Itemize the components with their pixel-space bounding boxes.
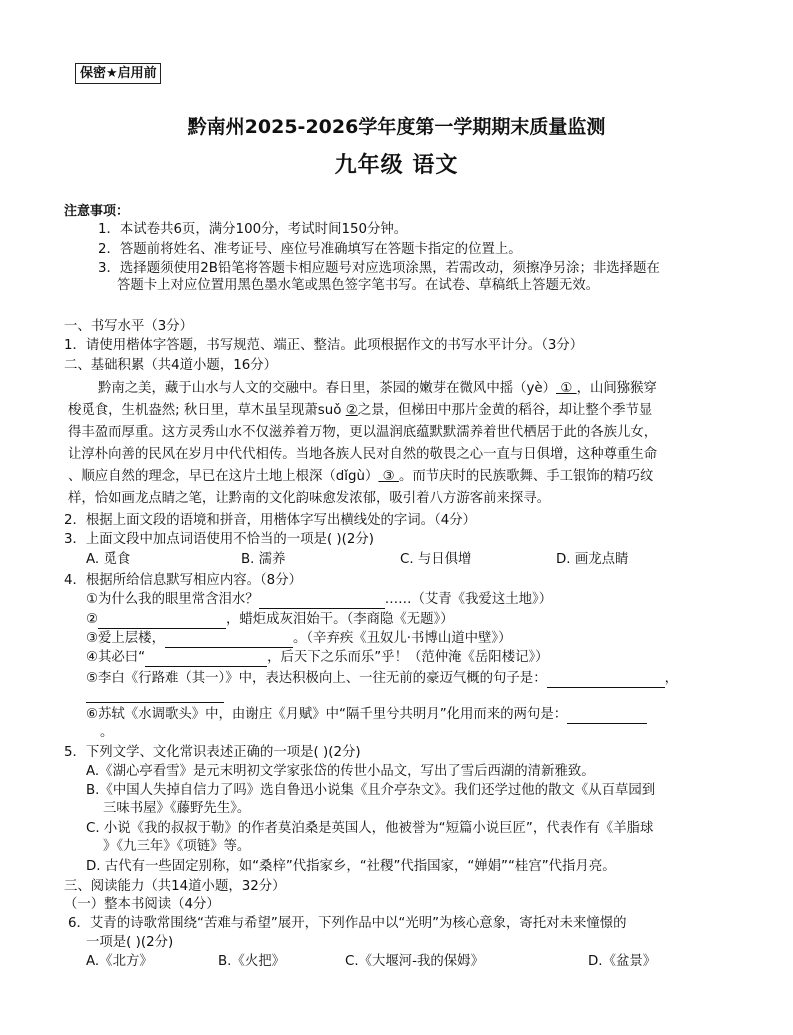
section-heading: 三、阅读能力（共14道小题，32分） (64, 879, 286, 894)
option-c[interactable]: C.《大堰河-我的保姆》 (345, 954, 484, 969)
exam-title: 黔南州2025-2026学年度第一学期期末质量监测 (187, 116, 606, 138)
blank-1[interactable]: ① (556, 381, 577, 396)
question-2: 2．根据上面文段的语境和拼音，用楷体字写出横线处的字词。（4分） (64, 513, 477, 528)
answer-line[interactable] (86, 687, 224, 703)
option-b-continued: 三味书屋》《藤野先生》。 (103, 801, 251, 816)
fill-item-1: ①为什么我的眼里常含泪水？ (86, 592, 259, 607)
fill-item-4-source: ，后天下之乐而乐”乎！（范仲淹《岳阳楼记》） (267, 650, 549, 665)
answer-line[interactable] (145, 651, 267, 667)
option-b[interactable]: B.《中国人失掉自信力了吗》选自鲁迅小说集《且介亭杂文》。我们还学过他的散文《从百草园到 (86, 783, 656, 798)
passage-text: ，山间猕猴穿 (576, 381, 657, 396)
notes-item: 2．答题前将姓名、准考证号、座位号准确填写在答题卡指定的位置上。 (98, 242, 522, 257)
notes-item: 1．本试卷共6页，满分100分，考试时间150分钟。 (98, 222, 408, 237)
option-b[interactable]: B. 濡养 (241, 552, 286, 567)
exam-subtitle: 九年级 语文 (334, 153, 459, 178)
option-b[interactable]: B.《火把》 (218, 954, 286, 969)
answer-line[interactable] (259, 593, 385, 609)
passage-text: 让淳朴向善的民风在岁月中代代相传。当地各族人民对自然的敬畏之心一直与日俱增，这种尊重生命 (68, 447, 658, 462)
option-a[interactable]: A.《北方》 (86, 954, 153, 969)
fill-item-6: ⑥苏轼《水调歌头》中，由谢庄《月赋》中“隔千里兮共明月”化用而来的两句是： (86, 707, 568, 722)
question-1: 1．请使用楷体字答题，书写规范、端正、整洁。此项根据作文的书写水平计分。（3分） (64, 338, 584, 353)
option-d[interactable]: D.《盆景》 (588, 954, 657, 969)
fill-item-5: ⑤李白《行路难（其一）》中，表达积极向上、一往无前的豪迈气概的句子是： (86, 671, 547, 686)
section-heading: 二、基础积累（共4道小题，16分） (64, 358, 278, 373)
answer-line[interactable] (567, 708, 647, 724)
question-4: 4．根据所给信息默写相应内容。（8分） (64, 573, 302, 588)
blank-3[interactable]: ③ (378, 469, 399, 484)
option-c[interactable]: C. 小说《我的叔叔于勒》的作者莫泊桑是英国人，他被誉为“短篇小说巨匠”，代表作有《羊脂球 (86, 821, 654, 836)
fill-item-2: ② (86, 612, 99, 627)
fill-item-3: ③爱上层楼， (86, 631, 165, 646)
passage-text: 梭觅食，生机盎然; 秋日里，草木虽呈现萧suǒ (68, 403, 346, 418)
fill-item-3-source: 。（辛弃疾《丑奴儿·书博山道中壁》） (292, 631, 512, 646)
passage-text: 样，恰如画龙点睛之笔，让黔南的文化韵味愈发浓郁，吸引着八方游客前来探寻。 (68, 491, 551, 506)
notes-item: 3．选择题须使用2B铅笔将答题卡相应题号对应选项涂黑，若需改动，须擦净另涂；非选择题在 (98, 261, 660, 276)
blank-2[interactable]: ② (345, 403, 358, 418)
subsection-heading: （一）整本书阅读（4分） (64, 897, 220, 912)
question-6-continued: 一项是( )(2分) (86, 935, 174, 950)
answer-line[interactable] (165, 632, 293, 648)
passage-text: 黔南之美，藏于山水与人文的交融中。春日里，茶园的嫩芽在微风中摇（yè） (98, 381, 557, 396)
answer-line[interactable] (98, 613, 226, 629)
passage-text: 之景，但梯田中那片金黄的稻谷，却让整个季节显 (357, 403, 653, 418)
option-c-continued: 》《九三年》《项链》等。 (103, 839, 251, 854)
notes-heading: 注意事项： (64, 204, 130, 219)
section-heading: 一、书写水平（3分） (64, 319, 194, 334)
question-5: 5．下列文学、文化常识表述正确的一项是( )(2分) (64, 745, 361, 760)
option-c[interactable]: C. 与日俱增 (400, 552, 472, 567)
answer-line[interactable] (547, 672, 665, 688)
notes-item: 答题卡上对应位置用黑色墨水笔或黑色签字笔书写。在试卷、草稿纸上答题无效。 (117, 278, 600, 293)
question-6: 6．艾青的诗歌常围绕“苦难与希望”展开，下列作品中以“光明”为核心意象，寄托对未来憧憬的 (68, 916, 627, 931)
punctuation: 。 (100, 725, 114, 740)
option-d[interactable]: D. 古代有一些固定别称，如“桑梓”代指家乡，“社稷”代指国家，“婵娟”“桂宫”代指月亮。 (86, 859, 616, 874)
option-d[interactable]: D. 画龙点睛 (556, 552, 629, 567)
option-a[interactable]: A.《湖心亭看雪》是元末明初文学家张岱的传世小品文，写出了雪后西湖的清新雅致。 (86, 764, 595, 779)
question-3: 3．上面文段中加点词语使用不恰当的一项是( )(2分) (64, 532, 375, 547)
fill-item-1-source: ……（艾青《我爱这土地》） (384, 592, 553, 607)
punctuation: ， (664, 671, 678, 686)
passage-text: 、顺应自然的理念，早已在这片土地上根深（dǐgù） (68, 469, 379, 484)
passage-text: 。而节庆时的民族歌舞、手工银饰的精巧纹 (398, 469, 654, 484)
fill-item-4: ④其必曰“ (86, 650, 146, 665)
fill-item-2-source: ，蜡炬成灰泪始干。（李商隐《无题》） (226, 612, 454, 627)
passage-text: 得丰盈而厚重。这方灵秀山水不仅滋养着万物，更以温润底蕴默默濡养着世代栖居于此的各族儿女， (68, 425, 658, 440)
option-a[interactable]: A. 觅食 (86, 552, 131, 567)
confidential-badge: 保密★启用前 (75, 63, 161, 84)
